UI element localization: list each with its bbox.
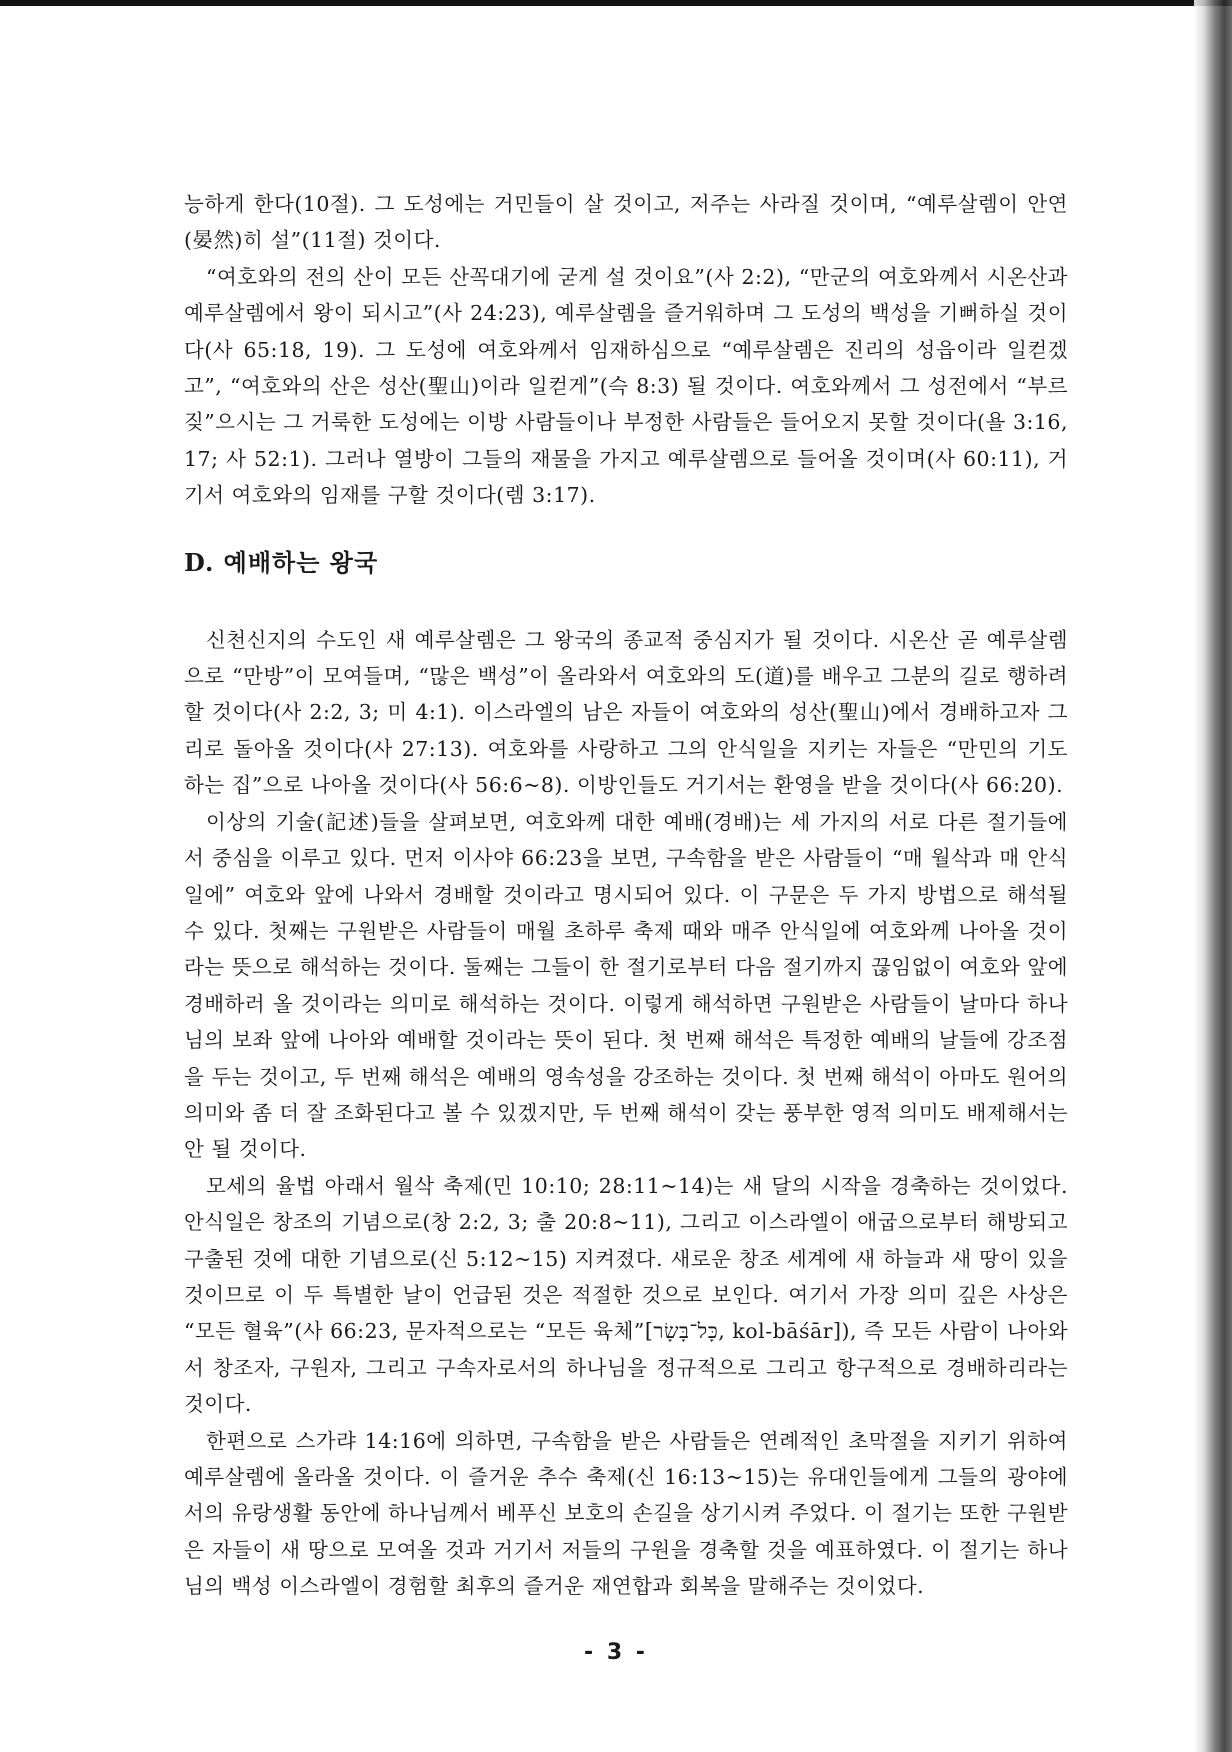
paragraph-6: 한편으로 스가랴 14:16에 의하면, 구속함을 받은 사람들은 연례적인 초막절을 지키기 위하여 예루살렘에 올라올 것이다. 이 즐거운 추수 축제(신 16:13~15)는 유대인들에게 그들의 광야에서의 유랑생활 동안에 하나님께서 베푸신 보호의 손길을 상기시켜 주었다. 이 절기는 또한 구원받은 자들이 새 땅으로 모여올 것과 거기서 저들의 구원을 경축할 것을 예표하였다. 이 절기는 하나님의 백성 이스라엘이 경험할 최후의 즐거운 재연합과 회복을 말해주는 것이었다. (184, 1428, 1068, 1599)
scan-right-edge (1194, 0, 1232, 1752)
paragraph-4: 이상의 기술(記述)들을 살펴보면, 여호와께 대한 예배(경배)는 세 가지의 서로 다른 절기들에서 중심을 이루고 있다. 먼저 이사야 66:23을 보면, 구속함을 받은 사람들이 “매 월삭과 매 안식일에” 여호와 앞에 나와서 경배할 것이라고 명시되어 있다. 이 구문은 두 가지 방법으로 해석될 수 있다. 첫째는 구원받은 사람들이 매월 초하루 축제 때와 매주 안식일에 여호와께 나아올 것이라는 뜻으로 해석하는 것이다. 둘째는 그들이 한 절기로부터 다음 절기까지 끊임없이 여호와 앞에 경배하러 올 것이라는 의미로 해석하는 것이다. 이렇게 해석하면 구원받은 사람들이 날마다 하나님의 보좌 앞에 나아와 예배할 것이라는 뜻이 된다. 첫 번째 해석은 특정한 예배의 날들에 강조점을 두는 것이고, 두 번째 해석은 예배의 영속성을 강조하는 것이다. 첫 번째 해석이 아마도 원어의 의미와 좀 더 잘 조화된다고 볼 수 있겠지만, 두 번째 해석이 갖는 풍부한 영적 의미도 배제해서는 안 될 것이다. (184, 809, 1068, 1162)
scan-top-border (0, 0, 1232, 6)
section-heading: D. 예배하는 왕국 (184, 547, 379, 577)
paragraph-3: 신천신지의 수도인 새 예루살렘은 그 왕국의 종교적 중심지가 될 것이다. 시온산 곧 예루살렘으로 “만방”이 모여들며, “많은 백성”이 올라와서 여호와의 도(道)를 배우고 그분의 길로 행하려 할 것이다(사 2:2, 3; 미 4:1). 이스라엘의 남은 자들이 여호와의 성산(聖山)에서 경배하고자 그리로 돌아올 것이다(사 27:13). 여호와를 사랑하고 그의 안식일을 지키는 자들은 “만민의 기도하는 집”으로 나아올 것이다(사 56:6~8). 이방인들도 거기서는 환영을 받을 것이다(사 66:20). (184, 627, 1068, 798)
page-number: - 3 - (584, 1640, 648, 1665)
paragraph-2: “여호와의 전의 산이 모든 산꼭대기에 굳게 설 것이요”(사 2:2), “만군의 여호와께서 시온산과 예루살렘에서 왕이 되시고”(사 24:23), 예루살렘을 즐거워하며 그 도성의 백성을 기뻐하실 것이다(사 65:18, 19). 그 도성에 여호와께서 임재하심으로 “예루살렘은 진리의 성읍이라 일컫겠고”, “여호와의 산은 성산(聖山)이라 일컫게”(슥 8:3) 될 것이다. 여호와께서 그 성전에서 “부르짖”으시는 그 거룩한 도성에는 이방 사람들이나 부정한 사람들은 들어오지 못할 것이다(욜 3:16, 17; 사 52:1). 그러나 열방이 그들의 재물을 가지고 예루살렘으로 들어올 것이며(사 60:11), 거기서 여호와의 임재를 구할 것이다(렘 3:17). (184, 264, 1068, 508)
paragraph-1: 능하게 한다(10절). 그 도성에는 거민들이 살 것이고, 저주는 사라질 것이며, “예루살렘이 안연(晏然)히 설”(11절) 것이다. (184, 192, 1068, 253)
page-body (184, 186, 1068, 1605)
paragraph-5: 모세의 율법 아래서 월삭 축제(민 10:10; 28:11~14)는 새 달의 시작을 경축하는 것이었다. 안식일은 창조의 기념으로(창 2:2, 3; 출 20:8~11), 그리고 이스라엘이 애굽으로부터 해방되고 구출된 것에 대한 기념으로(신 5:12~15) 지켜졌다. 새로운 창조 세계에 새 하늘과 새 땅이 있을 것이므로 이 두 특별한 날이 언급된 것은 적절한 것으로 보인다. 여기서 가장 의미 깊은 사상은 “모든 혈육”(사 66:23, 문자적으로는 “모든 육체”[כָּל־בָּשָׂר, kol-bāśār]), 즉 모든 사람이 나아와서 창조자, 구원자, 그리고 구속자로서의 하나님을 정규적으로 그리고 항구적으로 경배하리라는 것이다. (184, 1173, 1068, 1417)
